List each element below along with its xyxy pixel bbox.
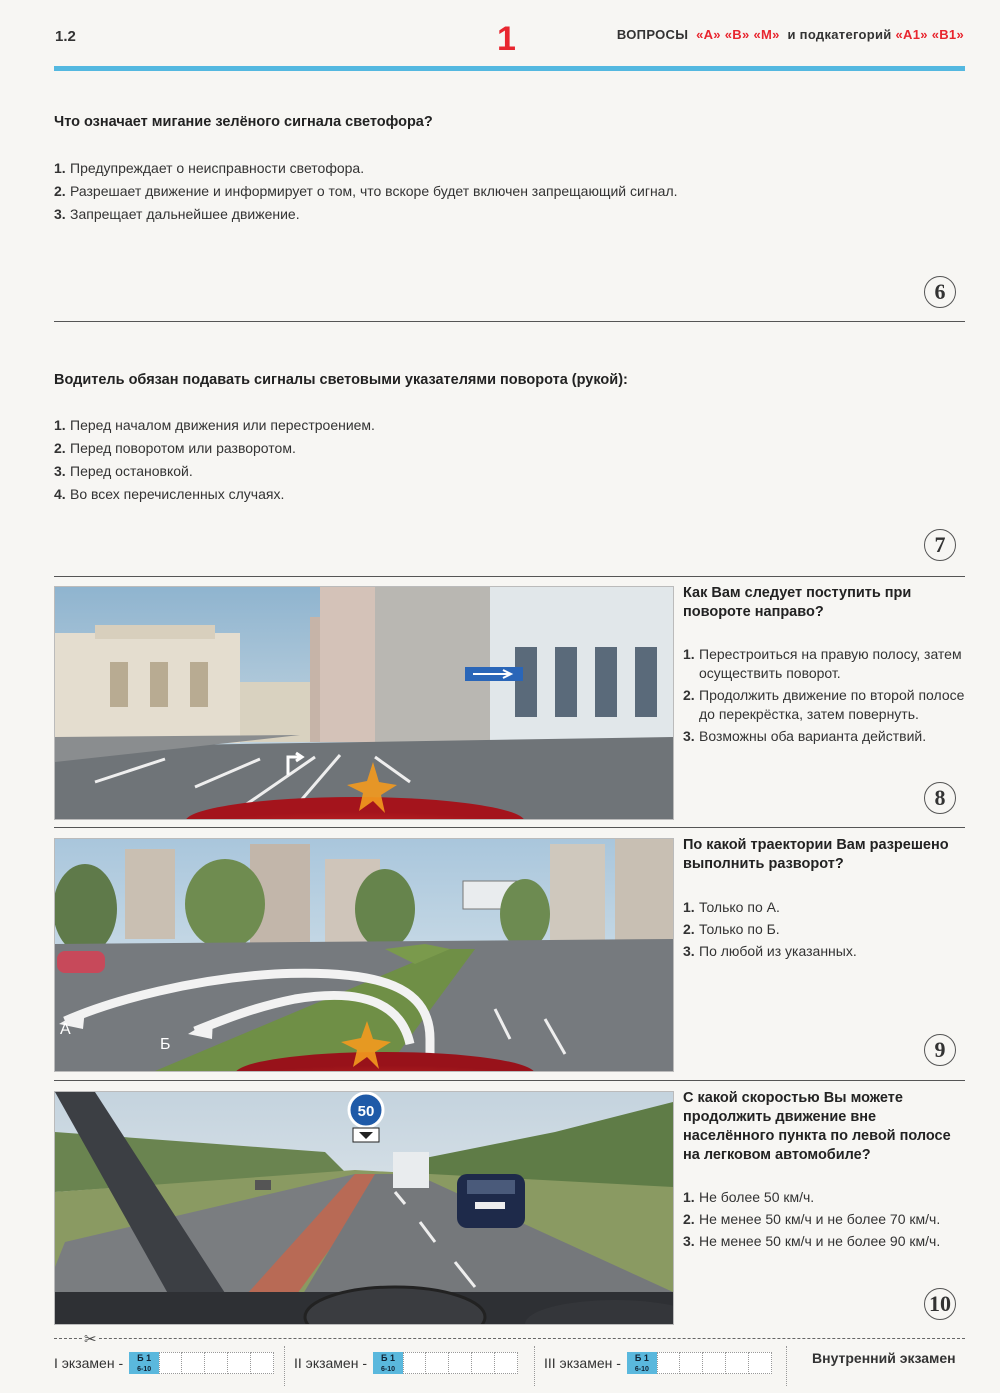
answer-option[interactable]: 2. Только по Б. [683, 921, 780, 937]
ticket-code: Б 1 6-10 [373, 1352, 403, 1374]
answer-option[interactable]: 2. Продолжить движение по второй полосе до перекрёстка, затем повернуть. [683, 687, 965, 722]
divider [786, 1346, 787, 1386]
question-10-title: С какой скоростью Вы можете продолжить движение вне населённого пункта по левой полосе на легковом автомобиле? [683, 1090, 951, 1163]
exam-1-answer-boxes[interactable] [159, 1352, 274, 1374]
exam-2-entry [294, 1352, 518, 1374]
answer-option[interactable]: 3. Возможны оба варианта действий. [683, 728, 927, 744]
category-m: «М» [753, 27, 780, 42]
header-categories [617, 27, 964, 42]
question-9-photo [54, 838, 674, 1072]
question-number-badge: 6 [924, 276, 956, 308]
category-a1: «А1» [895, 27, 928, 42]
ticket-code: Б 1 6-10 [627, 1352, 657, 1374]
exam-3-label: III экзамен - [544, 1355, 621, 1371]
question-8-photo [54, 586, 674, 820]
question-number-badge: 10 [924, 1288, 956, 1320]
question-10-answers [683, 1188, 967, 1254]
category-a: «А» [696, 27, 721, 42]
scissors-icon: ✂ [84, 1331, 97, 1348]
question-10-photo [54, 1091, 674, 1325]
category-b1: «В1» [931, 27, 964, 42]
question-7-title: Водитель обязан подавать сигналы световыми указателями поворота (рукой): [54, 372, 628, 388]
answer-option[interactable]: 2. Перед поворотом или разворотом. [54, 440, 296, 456]
answer-option[interactable]: 1. Не более 50 км/ч. [683, 1189, 815, 1205]
exam-3-entry [544, 1352, 772, 1374]
questions-label: ВОПРОСЫ [616, 27, 689, 42]
internal-exam-label: Внутренний экзамен [812, 1350, 956, 1366]
question-number-badge: 7 [924, 529, 956, 561]
trajectory-label-b: Б [160, 1036, 171, 1053]
question-6-answers [54, 158, 694, 227]
ticket-code: Б 1 6-10 [129, 1352, 159, 1374]
subcategory-label: и подкатегорий [787, 27, 892, 42]
answer-option[interactable]: 3. Запрещает дальнейшее движение. [54, 206, 300, 222]
separator [54, 576, 965, 577]
answer-option[interactable]: 4. Во всех перечисленных случаях. [54, 486, 285, 502]
separator [54, 827, 965, 828]
answer-option[interactable]: 3. По любой из указанных. [683, 943, 857, 959]
answer-option[interactable]: 2. Не менее 50 км/ч и не более 70 км/ч. [683, 1211, 941, 1227]
cut-line [54, 1338, 965, 1339]
page-number: 1.2 [55, 28, 76, 45]
question-9-answers [683, 898, 967, 964]
question-7-answers [54, 415, 694, 507]
header-rule [54, 66, 965, 71]
divider [534, 1346, 535, 1386]
exam-3-answer-boxes[interactable] [657, 1352, 772, 1374]
question-8-answers [683, 645, 967, 749]
category-b: «В» [724, 27, 750, 42]
question-9-title: По какой траектории Вам разрешено выполнить разворот? [683, 837, 949, 872]
answer-option[interactable]: 1. Перестроиться на правую полосу, затем осуществить поворот. [683, 646, 962, 681]
answer-option[interactable]: 3. Перед остановкой. [54, 463, 193, 479]
divider [284, 1346, 285, 1386]
separator [54, 321, 965, 322]
answer-option[interactable]: 1. Предупреждает о неисправности светофора. [54, 160, 365, 176]
exam-1-label: I экзамен - [54, 1355, 124, 1371]
answer-option[interactable]: 1. Перед началом движения или перестроением. [54, 417, 375, 433]
exam-1-entry [54, 1352, 274, 1374]
separator [54, 1080, 965, 1081]
answer-option[interactable]: 3. Не менее 50 км/ч и не более 90 км/ч. [683, 1233, 941, 1249]
trajectory-label-a: А [60, 1021, 71, 1038]
answer-option[interactable]: 2. Разрешает движение и информирует о том, что вскоре будет включен запрещающий сигнал. [54, 183, 678, 199]
exam-2-answer-boxes[interactable] [403, 1352, 518, 1374]
question-number-badge: 9 [924, 1034, 956, 1066]
ticket-number: 1 [497, 20, 516, 58]
speed-sign-value: 50 [357, 1103, 375, 1120]
question-number-badge: 8 [924, 782, 956, 814]
question-8-title: Как Вам следует поступить при повороте направо? [683, 585, 912, 620]
exam-2-label: II экзамен - [294, 1355, 367, 1371]
answer-option[interactable]: 1. Только по А. [683, 899, 780, 915]
question-6-title: Что означает мигание зелёного сигнала светофора? [54, 114, 433, 130]
